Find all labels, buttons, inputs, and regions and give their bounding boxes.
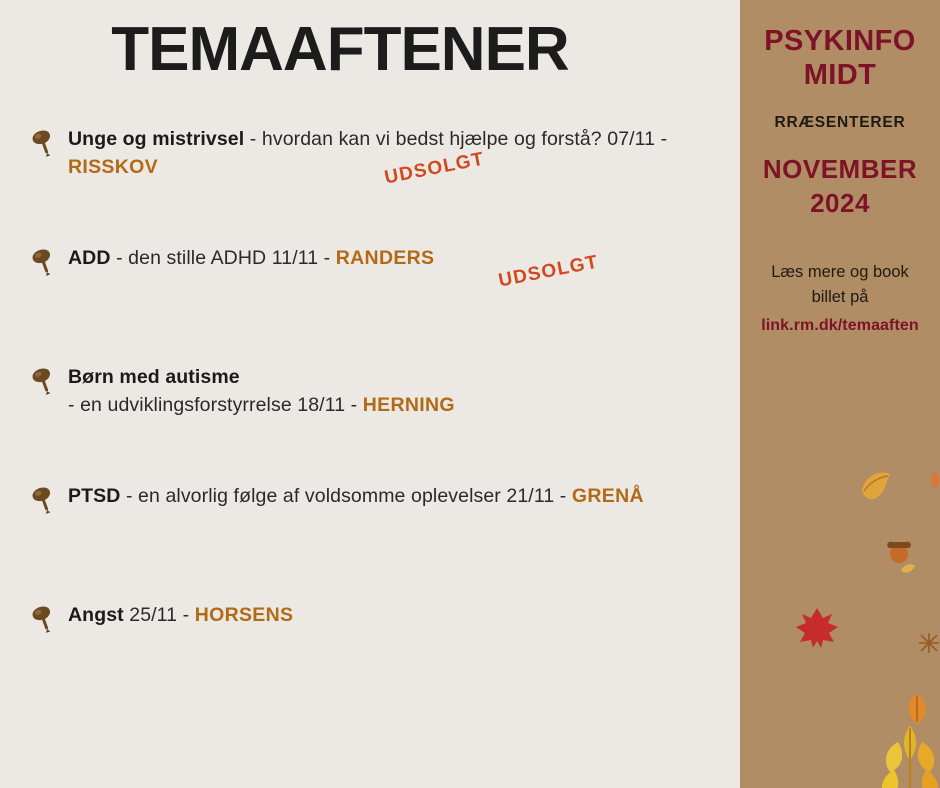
event-title: Unge og mistrivsel <box>68 128 245 150</box>
event-description: - hvordan kan vi bedst hjælpe og forstå? 07/11 - <box>244 128 668 150</box>
pushpin-icon <box>26 246 68 276</box>
month-label: NOVEMBER <box>762 154 918 184</box>
booking-info <box>740 260 940 338</box>
booking-link[interactable]: link.rm.dk/temaaften <box>761 317 919 334</box>
leaf-icon <box>900 562 916 581</box>
event-city: RISSKOV <box>68 156 158 178</box>
event-city: RANDERS <box>335 247 435 269</box>
brand-logo <box>740 0 940 92</box>
status-badge: UDSOLGT <box>496 251 601 292</box>
event-description: - en alvorlig følge af voldsomme oplevelser 21/11 - <box>120 485 572 507</box>
brand-line-1: PSYKINFO <box>764 25 916 57</box>
event-text <box>68 244 601 292</box>
booking-line-1: Læs mere og book <box>771 263 909 281</box>
event-city: HORSENS <box>194 604 294 626</box>
leaf-icon <box>856 468 896 509</box>
event-city: HERNING <box>362 394 455 416</box>
date-block <box>740 152 940 220</box>
event-title: Børn med autisme <box>68 366 240 388</box>
list-item[interactable] <box>26 125 740 191</box>
event-text <box>68 482 644 510</box>
event-title: ADD <box>68 247 111 269</box>
event-text <box>68 363 455 419</box>
year-label: 2024 <box>810 188 870 218</box>
star-leaf-icon <box>918 632 940 659</box>
compound-leaf-icon <box>868 720 940 788</box>
status-badge: UDSOLGT <box>382 148 487 189</box>
booking-line-2: billet på <box>811 288 869 306</box>
pushpin-icon <box>26 603 68 633</box>
event-description: - en udviklingsforstyrrelse 18/11 - <box>68 394 363 416</box>
list-item[interactable] <box>26 363 740 429</box>
pushpin-icon <box>26 484 68 514</box>
event-list <box>0 125 740 667</box>
page-title: TEMAAFTENER <box>111 15 569 84</box>
event-text <box>68 601 293 629</box>
pushpin-icon <box>26 365 68 395</box>
event-description: - den stille ADHD 11/11 - <box>110 247 336 269</box>
sidebar <box>740 0 940 788</box>
list-item[interactable] <box>26 601 740 667</box>
brand-line-2: MIDT <box>803 59 877 91</box>
event-city: GRENÅ <box>571 485 644 507</box>
list-item[interactable] <box>26 244 740 310</box>
pushpin-icon <box>26 127 68 157</box>
list-item[interactable] <box>26 482 740 548</box>
maple-leaf-icon <box>794 606 840 653</box>
leaf-icon <box>928 470 940 495</box>
event-text <box>68 125 708 189</box>
event-description: 25/11 - <box>123 604 195 626</box>
event-title: Angst <box>68 604 124 626</box>
event-title: PTSD <box>68 485 121 507</box>
presents-label: RRÆSENTERER <box>774 114 906 131</box>
